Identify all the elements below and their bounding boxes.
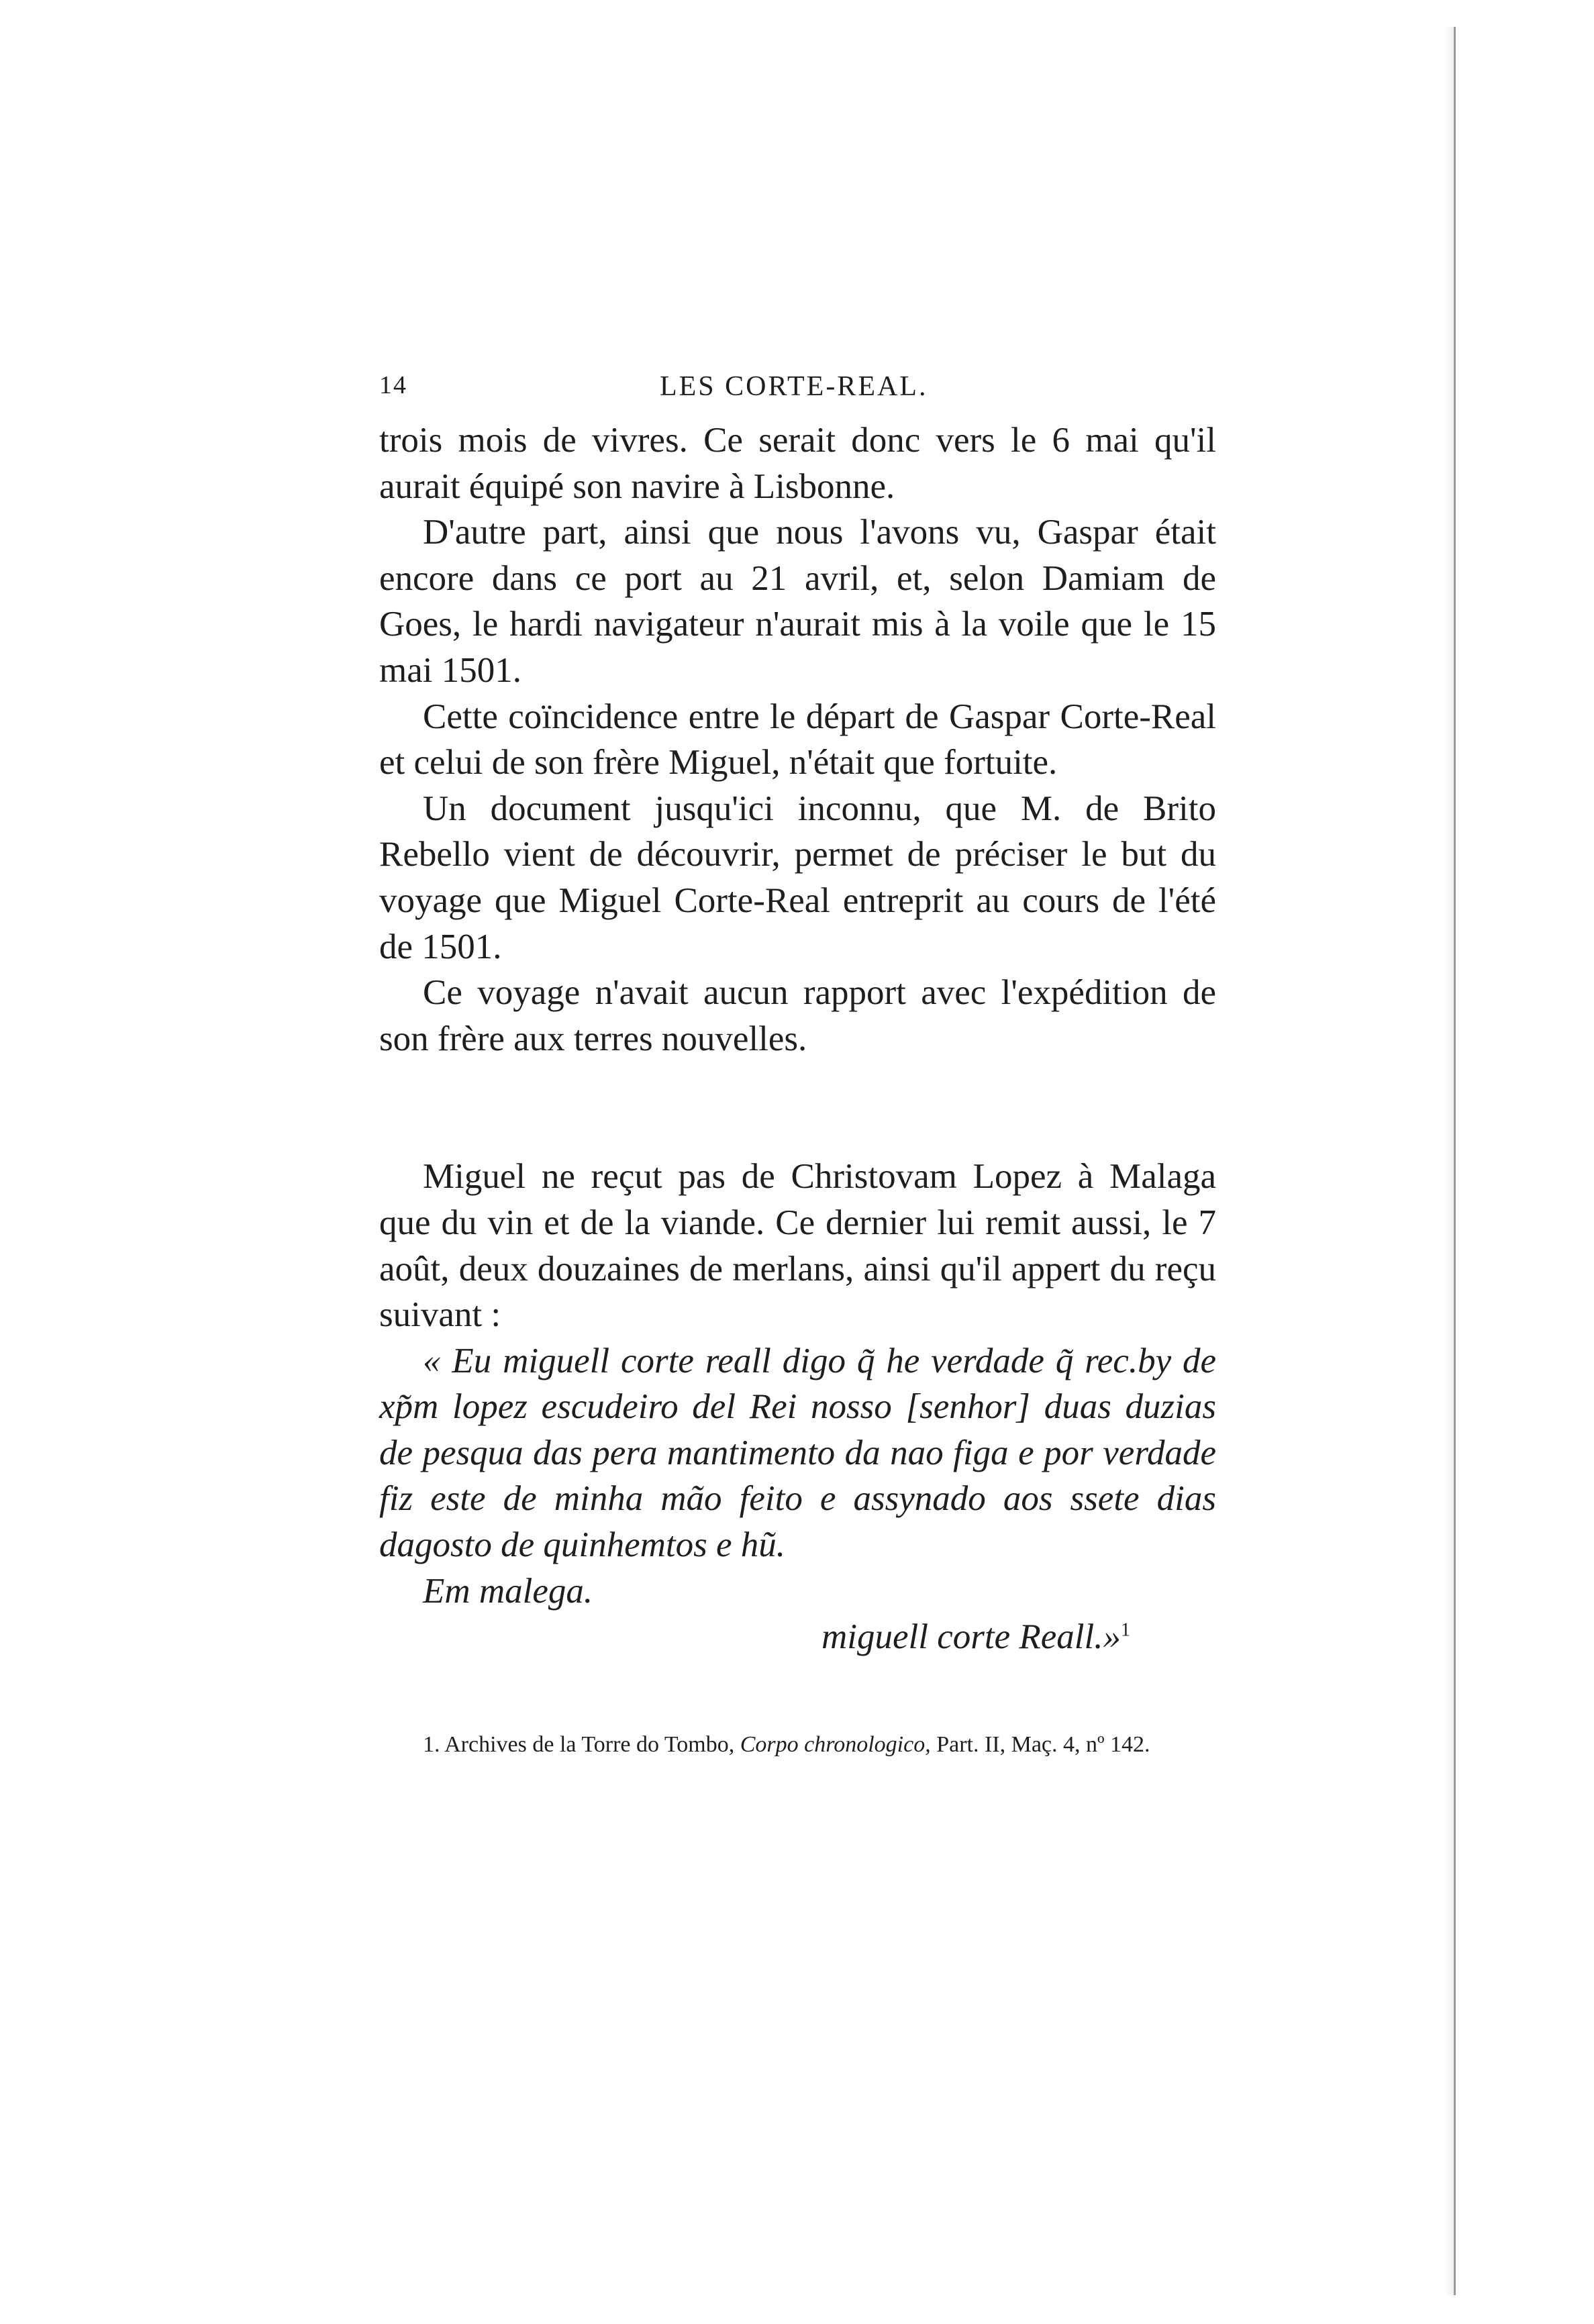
footnote [379, 1728, 1216, 1762]
page-header [379, 370, 1216, 411]
paragraph-4: Un document jusqu'ici inconnu, que M. de Brito Rebello vient de découvrir, permet de préciser le but du voyage que Miguel Corte-Real entreprit au cours de l'été de 1501. [379, 789, 1216, 966]
signature-text: miguell corte Reall.» [821, 1617, 1121, 1657]
footnote-reference: 1 [1121, 1619, 1130, 1641]
footnote-marker: 1. [423, 1732, 440, 1757]
footnote-1 [379, 1728, 1216, 1762]
running-title: LES CORTE-REAL. [660, 371, 928, 402]
footnote-italic-title: Corpo chronologico, [740, 1732, 931, 1757]
paragraph-2: D'autre part, ainsi que nous l'avons vu, Gaspar était encore dans ce port au 21 avril, et, selon Damiam de Goes, le hardi navigateur n'aurait mis à la voile que le 15 mai 1501. [379, 513, 1216, 690]
page-number: 14 [379, 371, 407, 399]
paragraph-3: Cette coïncidence entre le départ de Gaspar Corte-Real et celui de son frère Miguel, n'était que fortuite. [379, 697, 1216, 782]
section-gap [379, 1062, 1216, 1154]
receipt-signature [379, 1614, 1216, 1660]
footnote-text-after: Part. II, Maç. 4, nº 142. [936, 1732, 1150, 1757]
paragraph-1: trois mois de vivres. Ce serait donc vers le 6 mai qu'il aurait équipé son navire à Lisbonne. [379, 421, 1216, 506]
receipt-place: Em malega. [423, 1571, 593, 1611]
paragraph-5: Ce voyage n'avait aucun rapport avec l'expédition de son frère aux terres nouvelles. [379, 973, 1216, 1058]
footnote-text-before: Archives de la Torre do Tombo, [444, 1732, 735, 1757]
quoted-receipt: « Eu miguell corte reall digo q̃ he verdade q̃ rec.by de xp̃m lopez escudeiro del Rei nosso [senhor] duas duzias de pesqua das pera mantimento da nao figa e por verdade fiz este de minha mão feito e assynado aos ssete dias dagosto de quinhemtos e hũ. [379, 1341, 1216, 1565]
page-body [379, 417, 1216, 1660]
page-edge-shadow [1444, 27, 1454, 2295]
paragraph-6: Miguel ne reçut pas de Christovam Lopez à Malaga que du vin et de la viande. Ce dernier lui remit aussi, le 7 août, deux douzaines de merlans, ainsi qu'il appert du reçu suivant : [379, 1157, 1216, 1335]
page-edge [1454, 27, 1456, 2295]
